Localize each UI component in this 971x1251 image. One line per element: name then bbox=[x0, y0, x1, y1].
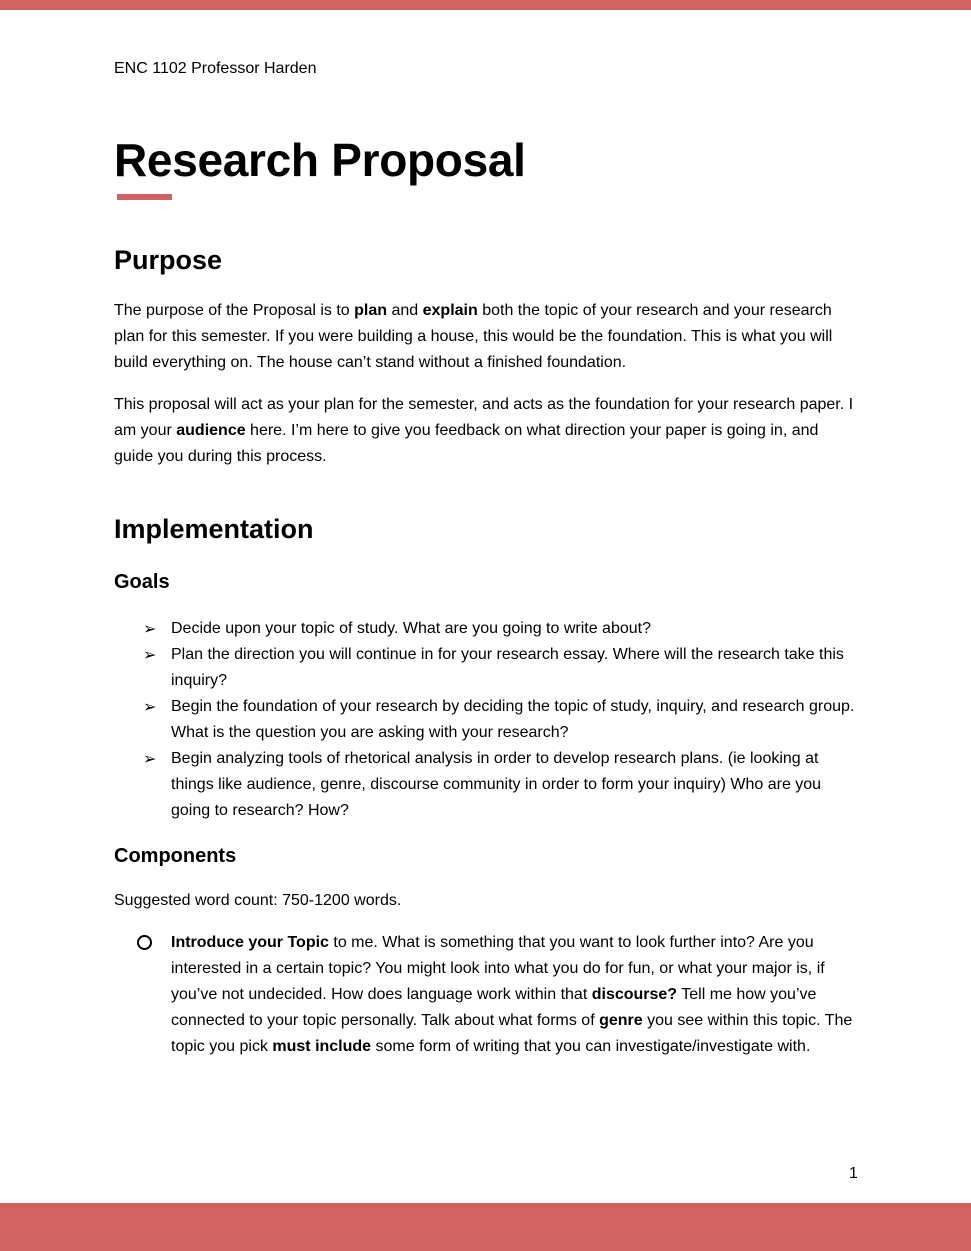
purpose-heading: Purpose bbox=[114, 245, 223, 275]
purpose-paragraph-1 bbox=[114, 298, 859, 376]
implementation-heading: Implementation bbox=[114, 514, 314, 544]
goal-text: Begin the foundation of your research by deciding the topic of study, inquiry, and research group. What is the question you are asking with your research? bbox=[171, 698, 855, 741]
text-run: both the topic of your research and your research plan for this semester. If you were building a house, this would be the foundation. This is what you will build everything on. The house can’t stand without a finished foundation. bbox=[114, 302, 833, 371]
purpose-paragraph-2 bbox=[114, 392, 859, 470]
course-header: ENC 1102 Professor Harden bbox=[114, 60, 317, 77]
bold-emphasis: audience bbox=[176, 422, 246, 439]
list-item bbox=[114, 616, 859, 642]
list-item bbox=[114, 746, 859, 824]
goals-list bbox=[114, 616, 859, 824]
page-number: 1 bbox=[849, 1165, 858, 1182]
bold-emphasis: plan bbox=[354, 302, 388, 319]
title-underline-accent bbox=[117, 194, 172, 200]
text-run: to me. What is something that you want to look further into? Are you interested in a certain topic? You might look into what you do for fun, or what your major is, if you’ve not undecided. How does language work within that bbox=[171, 934, 825, 1003]
list-item bbox=[114, 642, 859, 694]
goal-text: Plan the direction you will continue in for your research essay. Where will the research take this inquiry? bbox=[171, 646, 844, 689]
bold-emphasis: discourse? bbox=[591, 986, 678, 1003]
arrow-bullet-icon: ➢ bbox=[143, 619, 157, 638]
text-run: here. I’m here to give you feedback on what direction your paper is going in, and guide you during this process. bbox=[114, 422, 819, 465]
goal-text: Decide upon your topic of study. What are you going to write about? bbox=[171, 620, 651, 637]
component-item-introduce-topic bbox=[171, 930, 861, 1060]
bold-emphasis: genre bbox=[599, 1012, 643, 1029]
top-accent-bar bbox=[0, 0, 971, 10]
text-run: and bbox=[387, 302, 423, 319]
circle-bullet-icon bbox=[137, 935, 152, 950]
bottom-accent-bar bbox=[0, 1203, 971, 1251]
word-count-text: Suggested word count: 750-1200 words. bbox=[114, 892, 402, 909]
components-heading: Components bbox=[114, 845, 237, 867]
text-run: some form of writing that you can investigate/investigate with. bbox=[371, 1038, 811, 1055]
text-run: Tell me how you’ve connected to your topic personally. Talk about what forms of bbox=[171, 986, 817, 1029]
bold-emphasis: explain bbox=[422, 302, 478, 319]
bold-emphasis: Introduce your Topic bbox=[171, 934, 329, 951]
text-run: you see within this topic. The topic you pick bbox=[171, 1012, 853, 1055]
arrow-bullet-icon: ➢ bbox=[143, 749, 157, 768]
text-run: This proposal will act as your plan for the semester, and acts as the foundation for your research paper. I am your bbox=[114, 396, 854, 439]
document-title: Research Proposal bbox=[114, 134, 526, 186]
arrow-bullet-icon: ➢ bbox=[143, 697, 157, 716]
arrow-bullet-icon: ➢ bbox=[143, 645, 157, 664]
list-item bbox=[114, 694, 859, 746]
text-run: The purpose of the Proposal is to bbox=[114, 302, 355, 319]
goals-heading: Goals bbox=[114, 571, 170, 593]
goal-text: Begin analyzing tools of rhetorical analysis in order to develop research plans. (ie looking at things like audience, genre, discourse community in order to form your inquiry) Who are you going to research? How? bbox=[171, 750, 822, 819]
bold-emphasis: must include bbox=[272, 1038, 372, 1055]
